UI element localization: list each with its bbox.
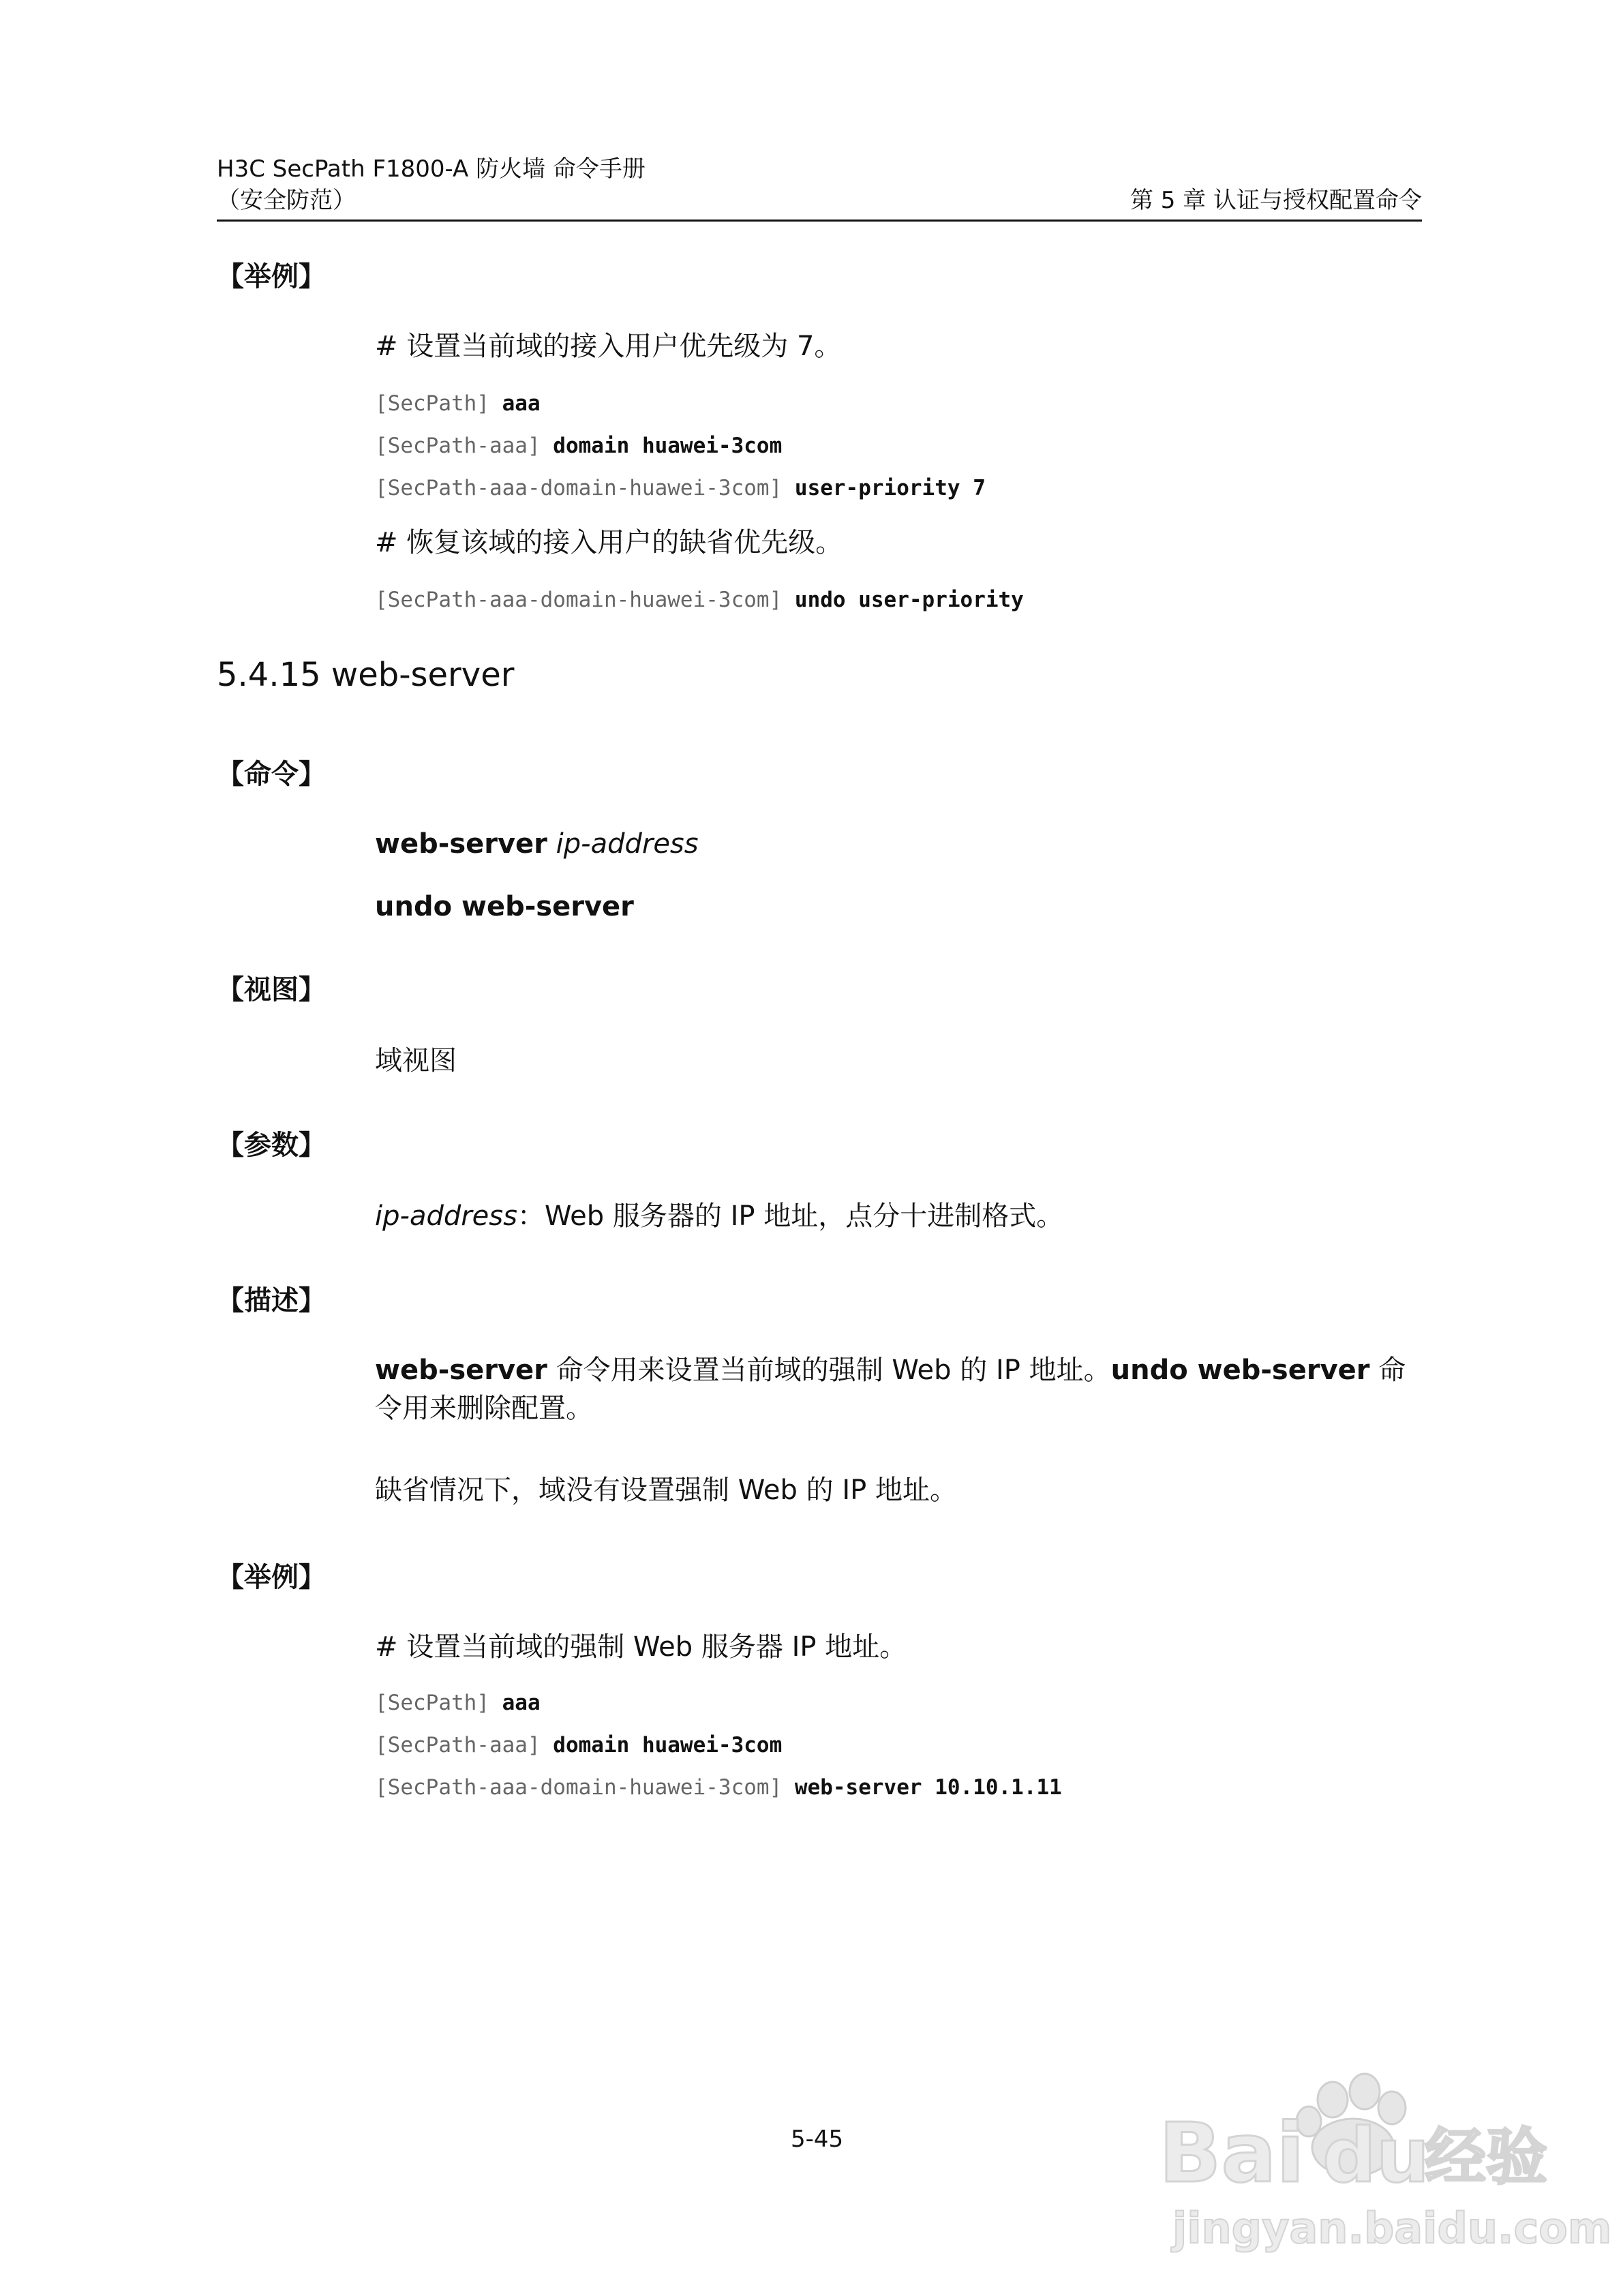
example-desc: # 设置当前域的强制 Web 服务器 IP 地址。 [375,1631,907,1663]
baidu-jingyan-watermark-logo [1152,2059,1612,2263]
page-number: 5-45 [791,2126,844,2153]
view-text: 域视图 [375,1045,457,1076]
doc-title-line1: H3C SecPath F1800-A 防火墙 命令手册 [217,155,646,183]
code-line: [SecPath] aaa [375,1691,541,1715]
svg-text:du: du [1322,2112,1430,2199]
code-line: [SecPath-aaa] domain huawei-3com [375,434,783,458]
desc-heading: 【描述】 [217,1285,326,1316]
command-heading: 【命令】 [217,759,326,790]
param-desc: ip-address：Web 服务器的 IP 地址，点分十进制格式。 [375,1200,1064,1232]
code-line: [SecPath-aaa-domain-huawei-3com] web-server 10.10.1.11 [375,1775,1062,1800]
header-rule [217,220,1422,222]
doc-title-line2: （安全防范） [217,187,356,214]
example-heading: 【举例】 [217,1562,326,1593]
view-heading: 【视图】 [217,974,326,1006]
example-desc: # 恢复该域的接入用户的缺省优先级。 [375,527,843,558]
svg-text:经验: 经验 [1425,2121,1547,2193]
code-line: [SecPath-aaa-domain-huawei-3com] user-priority 7 [375,476,986,500]
param-heading: 【参数】 [217,1130,326,1161]
example-desc: # 设置当前域的接入用户优先级为 7。 [375,331,842,362]
code-line: [SecPath-aaa] domain huawei-3com [375,1733,783,1757]
desc-paragraph: web-server 命令用来设置当前域的强制 Web 的 IP 地址。undo web-server 命令用来删除配置。 [375,1355,1406,1424]
command-syntax-undo: undo web-server [375,891,634,922]
desc-default: 缺省情况下，域没有设置强制 Web 的 IP 地址。 [375,1475,957,1506]
command-syntax: web-server ip-address [375,828,699,860]
svg-text:jingyan.baidu.com: jingyan.baidu.com [1172,2203,1612,2253]
code-line: [SecPath] aaa [375,391,541,416]
example-heading: 【举例】 [217,261,326,292]
chapter-title: 第 5 章 认证与授权配置命令 [1129,187,1422,214]
code-line: [SecPath-aaa-domain-huawei-3com] undo user-priority [375,588,1024,612]
section-title: 5.4.15 web-server [217,656,515,694]
svg-text:Bai: Bai [1159,2106,1305,2201]
